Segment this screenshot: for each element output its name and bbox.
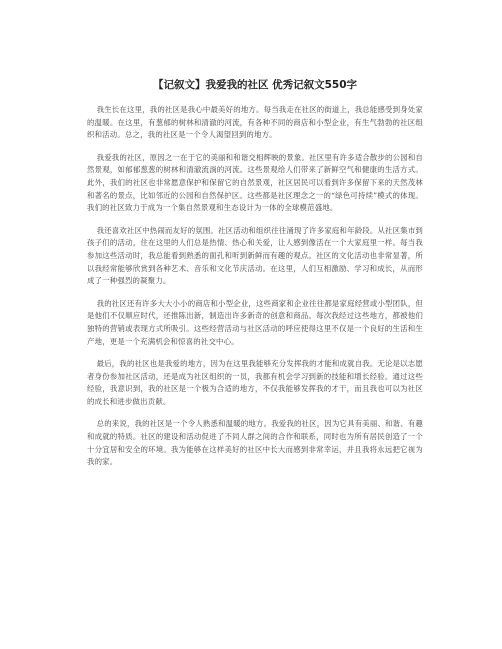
paragraph-1: 我生长在这里，我的社区是我心中最美好的地方。每当我走在社区的街道上，我总能感受到身处家的温暖。在这里，有葱郁的树林和清澈的河流，有各种不同的商店和小型企业，有生气勃勃的社区组织和活动。总之，我的社区是一个令人渴望回到的地方。 — [87, 105, 424, 140]
paragraph-6: 总的来说，我的社区是一个令人熟悉和温暖的地方。我爱我的社区，因为它具有美丽、和谐、有趣和成就的特质。社区的建设和活动促进了不同人群之间的合作和联系，同时也为所有居民创造了一个十分宜居和安全的环境。我为能够在这样美好的社区中长大而感到非常幸运，并且我将永远把它视为我的家。 — [87, 419, 424, 467]
paragraph-3: 我还喜欢社区中热闹而友好的氛围。社区活动和组织往往涌现了许多家庭和年龄段。从社区集市到孩子们的活动，住在这里的人们总是热情、热心和关爱，让人感到像活在一个大家庭里一样。每当我参加这些活动时，我总能看到熟悉的面孔和听到新鲜而有趣的观点。社区的文化活动也非常显著，所以我经常能够欣赏到各种艺术、音乐和文化节庆活动。在这里，人们互相激励、学习和成长，从而形成了一种强烈的凝聚力。 — [87, 225, 424, 286]
paragraph-5: 最后，我的社区也是我爱的地方，因为在这里我能够充分发挥我的才能和成就自我。无论是以志愿者身份参加社区活动，还是成为社区组织的一员，我都有机会学习到新的技能和增长经验。通过这些经验，我意识到，我的社区是一个极为合适的地方，不仅我能够发挥我的才干，而且我也可以为社区的成长和进步做出贡献。 — [87, 359, 424, 406]
paragraph-4: 我的社区还有许多大大小小的商店和小型企业，这些商家和企业往往都是家庭经营或小型团队，但是他们不仅顺应时代，还推陈出新，制造出许多新奇的创意和商品。每次我经过这些地方，都被他们独特的营销或表现方式所吸引。这些经营活动与社区活动的呼应使得这里不仅是一个良好的生活和生产地，更是一个充满机会和惊喜的社交中心。 — [87, 298, 424, 346]
document-title: 【记叙文】我爱我的社区 优秀记叙文550字 — [152, 79, 358, 91]
document-page — [87, 78, 423, 479]
paragraph-2: 我爱我的社区，原因之一在于它的美丽和和谐交相辉映的景象。社区里有许多适合散步的公园和自然景观，如郁郁葱葱的树林和清澈流淌的河流。这些景观给人们带来了新鲜空气和健康的生活方式。此外，我们的社区也非常愿意保护和保留它的自然景观，社区居民可以看到许多保留下来的天然茂林和著名的景点，比如邻近的公园和自然保护区。这些都是社区理念之一的“绿色可持续”模式的体现。我们的社区致力于成为一个集自然景观和生态设计为一体的全球模范盛地。 — [87, 152, 424, 213]
